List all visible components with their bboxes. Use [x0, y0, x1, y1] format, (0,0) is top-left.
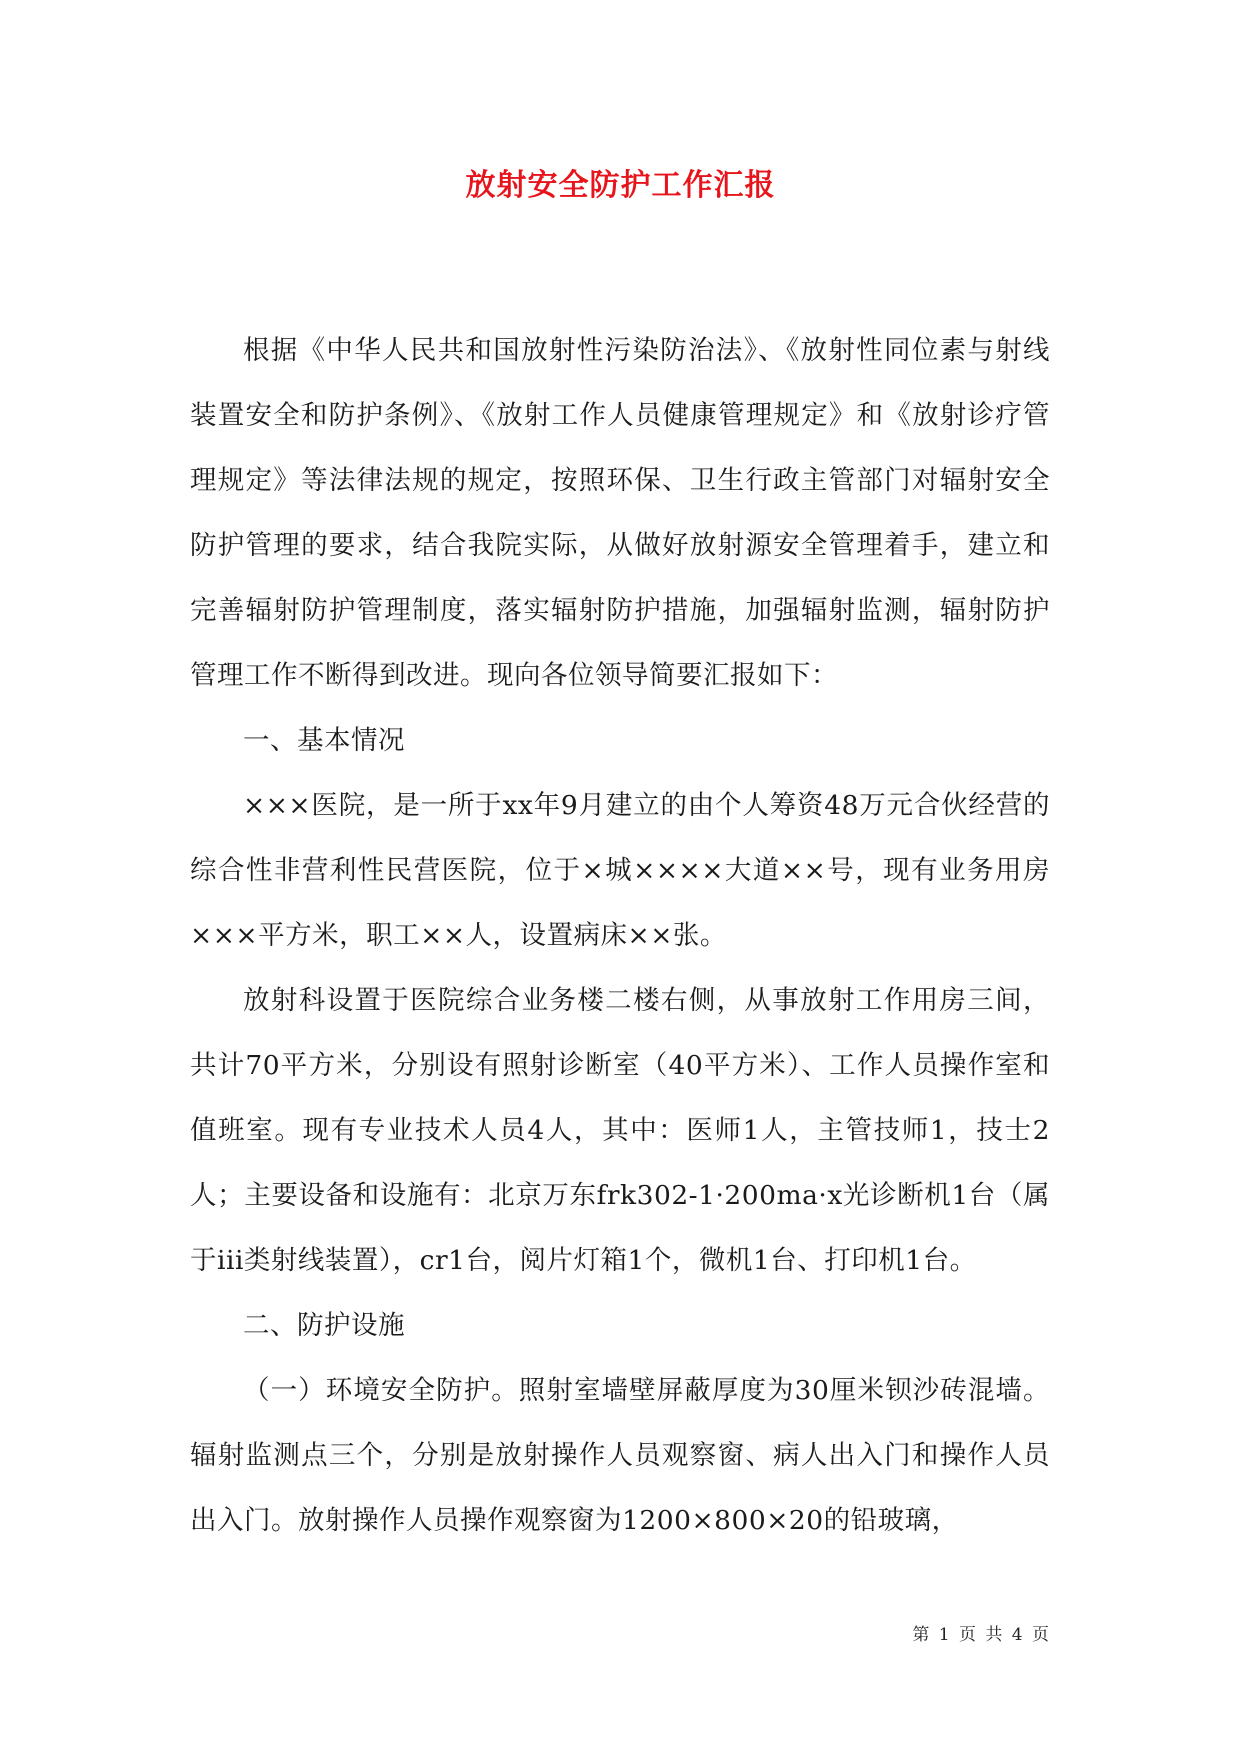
paragraph-radiology-department: 放射科设置于医院综合业务楼二楼右侧，从事放射工作用房三间，共计70平方米，分别设有照射诊断室（40平方米）、工作人员操作室和值班室。现有专业技术人员4人，其中：医师1人，主管技师1，技士2人；主要设备和设施有：北京万东frk302-1·200ma·x光诊断机1台（属于iii类射线装置），cr1台，阅片灯箱1个，微机1台、打印机1台。 — [190, 985, 1050, 1276]
page-number-footer: 第 1 页 共 4 页 — [912, 1625, 1051, 1645]
paragraph-environment-protection: （一）环境安全防护。照射室墙壁屏蔽厚度为30厘米钡沙砖混墙。辐射监测点三个，分别是放射操作人员观察窗、病人出入门和操作人员出入门。放射操作人员操作观察窗为1200×800×20的铅玻璃， — [190, 1375, 1050, 1536]
paragraph-hospital-overview: ×××医院，是一所于xx年9月建立的由个人筹资48万元合伙经营的综合性非营利性民营医院，位于×城××××大道××号，现有业务用房×××平方米，职工××人，设置病床××张。 — [190, 790, 1050, 951]
section-heading-basic-info: 一、基本情况 — [243, 725, 405, 756]
paragraph-intro: 根据《中华人民共和国放射性污染防治法》、《放射性同位素与射线装置安全和防护条例》、《放射工作人员健康管理规定》和《放射诊疗管理规定》等法律法规的规定，按照环保、卫生行政主管部门对辐射安全防护管理的要求，结合我院实际，从做好放射源安全管理着手，建立和完善辐射防护管理制度，落实辐射防护措施，加强辐射监测，辐射防护管理工作不断得到改进。现向各位领导简要汇报如下： — [190, 335, 1050, 691]
document-body — [190, 318, 1050, 1553]
section-heading-protection-facilities: 二、防护设施 — [243, 1310, 405, 1341]
document-title: 放射安全防护工作汇报 — [465, 168, 776, 203]
